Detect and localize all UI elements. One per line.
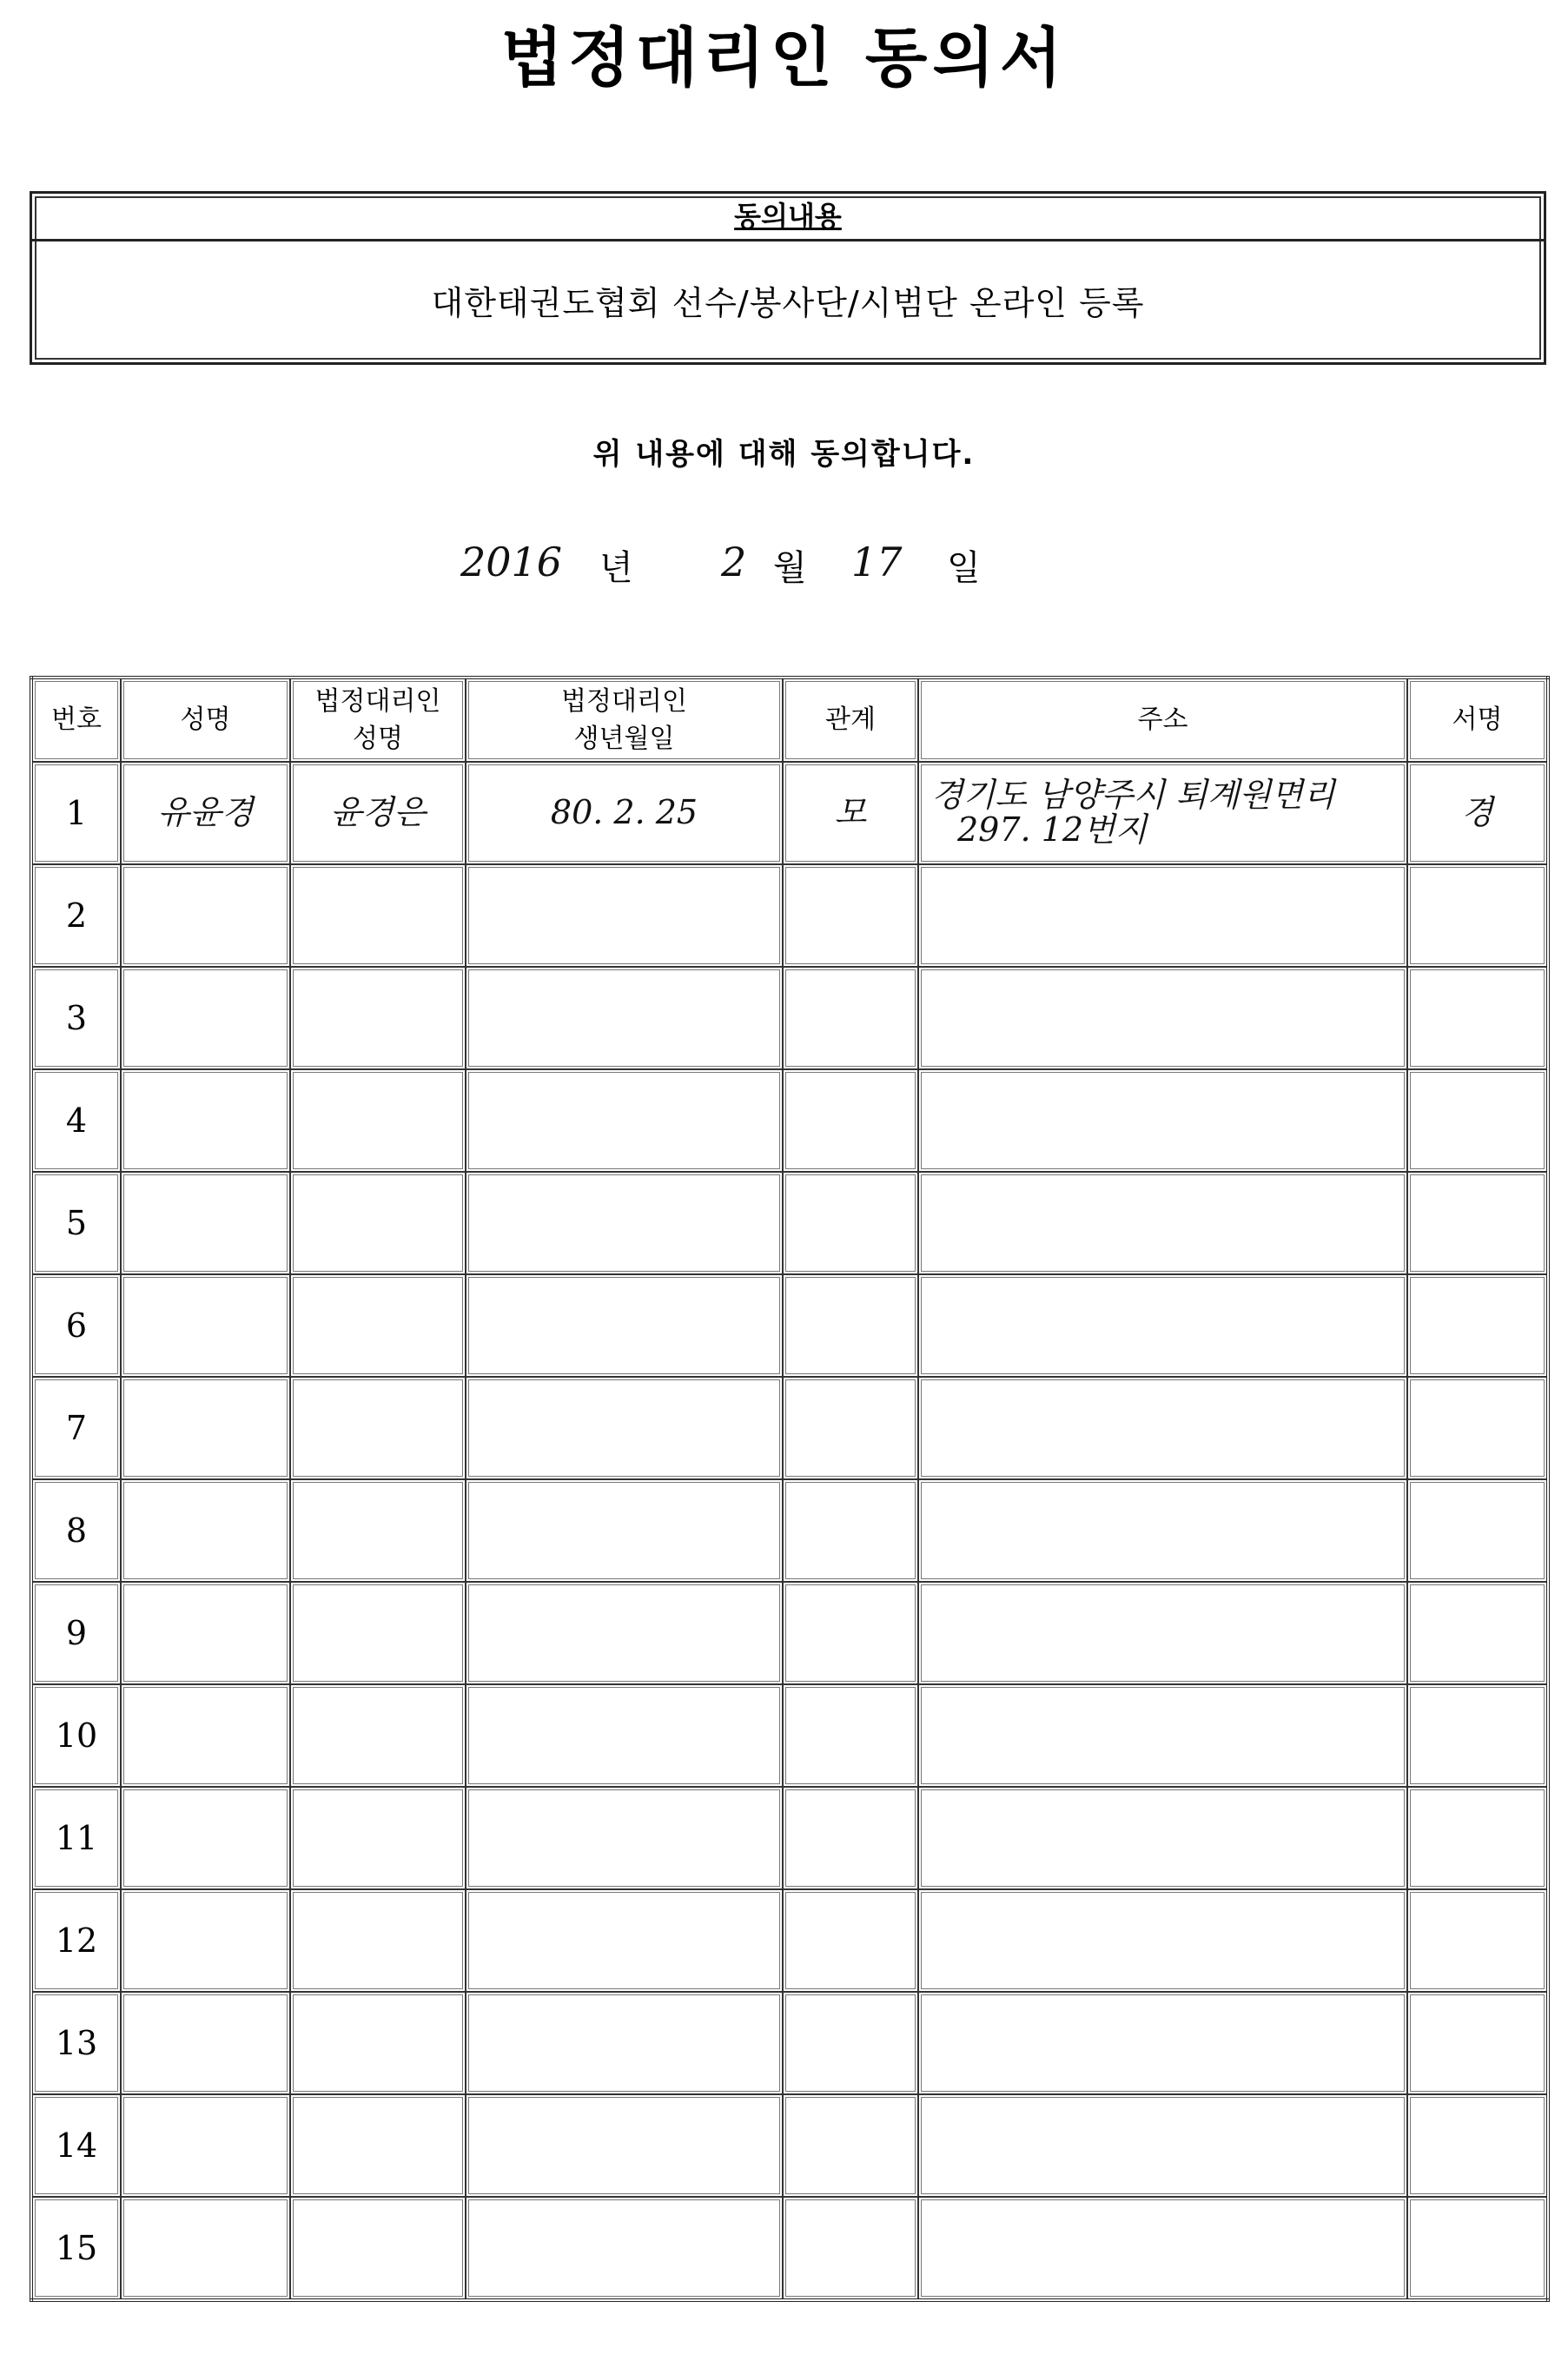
row-signature [1407,864,1548,967]
date-year: 2016 [460,539,563,585]
row-name [121,1069,290,1172]
consent-heading [32,194,1544,241]
row-signature [1407,1377,1548,1479]
row-address [918,1274,1407,1377]
row-guardian-name [290,967,466,1069]
header-address: 주소 [918,678,1407,762]
row-number: 4 [31,1069,121,1172]
row-number: 3 [31,967,121,1069]
guardian-consent-table [30,676,1550,2302]
row-signature [1407,1582,1548,1684]
row-guardian-birth [466,1684,783,1787]
row-signature: 경 [1407,762,1548,864]
row-guardian-birth [466,1479,783,1582]
row-guardian-birth [466,2197,783,2300]
row-address [918,864,1407,967]
table-row [31,1992,1548,2094]
table-row [31,1172,1548,1274]
row-guardian-name [290,1172,466,1274]
row-guardian-birth [466,864,783,967]
row-name [121,967,290,1069]
row-number: 15 [31,2197,121,2300]
date-month-label: 월 [773,548,807,588]
row-guardian-name [290,1889,466,1992]
date-year-label: 년 [599,548,633,588]
row-guardian-name [290,1684,466,1787]
row-relation [783,967,918,1069]
row-address [918,1889,1407,1992]
table-row [31,1377,1548,1479]
row-guardian-birth [466,1069,783,1172]
header-number: 번호 [31,678,121,762]
row-guardian-birth [466,1172,783,1274]
row-address [918,1787,1407,1889]
row-number: 1 [31,762,121,864]
row-signature [1407,2094,1548,2197]
date-day: 17 [851,539,903,585]
row-name [121,864,290,967]
row-address [918,1172,1407,1274]
row-number: 11 [31,1787,121,1889]
row-relation [783,1787,918,1889]
header-guardian-birth-line1: 법정대리인 [561,685,687,717]
date-day-label: 일 [947,548,981,588]
row-signature [1407,1274,1548,1377]
table-row [31,762,1548,864]
row-name [121,2197,290,2300]
row-name [121,1377,290,1479]
row-guardian-birth [466,1992,783,2094]
row-number: 7 [31,1377,121,1479]
table-row [31,1787,1548,1889]
table-row [31,967,1548,1069]
row-name [121,1992,290,2094]
table-row [31,1684,1548,1787]
table-row [31,1069,1548,1172]
header-guardian-name-line2: 성명 [353,724,403,754]
row-guardian-birth: 80. 2. 25 [466,762,783,864]
row-signature [1407,1787,1548,1889]
row-guardian-name [290,1992,466,2094]
row-address [918,1377,1407,1479]
row-guardian-birth [466,1889,783,1992]
consent-content-text: 대한태권도협회 선수/봉사단/시범단 온라인 등록 [431,284,1145,322]
row-name [121,1787,290,1889]
row-relation [783,1377,918,1479]
row-relation [783,1992,918,2094]
row-signature [1407,1684,1548,1787]
header-guardian-name-line1: 법정대리인 [314,685,441,717]
row-address [918,967,1407,1069]
header-guardian-birth [466,678,783,762]
row-signature [1407,1172,1548,1274]
row-address [918,2197,1407,2300]
row-signature [1407,2197,1548,2300]
row-guardian-birth [466,1787,783,1889]
row-address [918,1582,1407,1684]
table-header-row [31,678,1548,762]
row-address-line1: 경기도 남양주시 퇴계원면리 [931,776,1335,815]
row-signature [1407,1889,1548,1992]
row-number: 14 [31,2094,121,2197]
row-address [918,1069,1407,1172]
header-guardian-birth-line2: 생년월일 [573,724,675,754]
row-number: 8 [31,1479,121,1582]
consent-content-box [30,191,1546,365]
row-address [918,762,1407,864]
agreement-statement: 위 내용에 대해 동의합니다. [592,437,976,472]
row-guardian-birth [466,1377,783,1479]
row-relation [783,1274,918,1377]
table-row [31,864,1548,967]
row-guardian-name: 윤경은 [290,762,466,864]
table-row [31,1889,1548,1992]
row-relation [783,1069,918,1172]
row-name: 유윤경 [121,762,290,864]
row-signature [1407,1069,1548,1172]
row-name [121,1889,290,1992]
row-number: 2 [31,864,121,967]
row-number: 5 [31,1172,121,1274]
row-signature [1407,967,1548,1069]
row-relation [783,1479,918,1582]
row-address [918,1479,1407,1582]
table-row [31,1479,1548,1582]
row-guardian-birth [466,1274,783,1377]
row-guardian-name [290,1274,466,1377]
table-row [31,1582,1548,1684]
row-address [918,1992,1407,2094]
row-name [121,1479,290,1582]
row-name [121,2094,290,2197]
row-number: 13 [31,1992,121,2094]
table-row [31,1274,1548,1377]
table-row [31,2197,1548,2300]
row-relation [783,2094,918,2197]
row-guardian-birth [466,1582,783,1684]
row-name [121,1582,290,1684]
row-relation [783,1172,918,1274]
row-address [918,1684,1407,1787]
row-relation [783,1582,918,1684]
document-title: 법정대리인 동의서 [500,21,1068,96]
row-number: 9 [31,1582,121,1684]
row-relation [783,864,918,967]
date-month: 2 [721,539,747,585]
row-guardian-name [290,1479,466,1582]
row-guardian-name [290,2197,466,2300]
row-guardian-name [290,1582,466,1684]
consent-heading-text: 동의내용 [734,200,842,233]
row-guardian-name [290,864,466,967]
row-relation [783,2197,918,2300]
row-signature [1407,1479,1548,1582]
row-name [121,1684,290,1787]
row-relation [783,1684,918,1787]
row-guardian-name [290,1787,466,1889]
row-name [121,1172,290,1274]
header-relation: 관계 [783,678,918,762]
row-guardian-name [290,1377,466,1479]
header-guardian-name [290,678,466,762]
row-address-line2: 297. 12번지 [957,810,1148,849]
header-signature: 서명 [1407,678,1548,762]
row-guardian-birth [466,967,783,1069]
row-number: 12 [31,1889,121,1992]
row-guardian-birth [466,2094,783,2197]
row-name [121,1274,290,1377]
row-relation [783,1889,918,1992]
row-number: 10 [31,1684,121,1787]
row-relation: 모 [783,762,918,864]
row-number: 6 [31,1274,121,1377]
row-guardian-name [290,2094,466,2197]
row-signature [1407,1992,1548,2094]
header-name: 성명 [121,678,290,762]
row-guardian-name [290,1069,466,1172]
table-row [31,2094,1548,2197]
row-address [918,2094,1407,2197]
